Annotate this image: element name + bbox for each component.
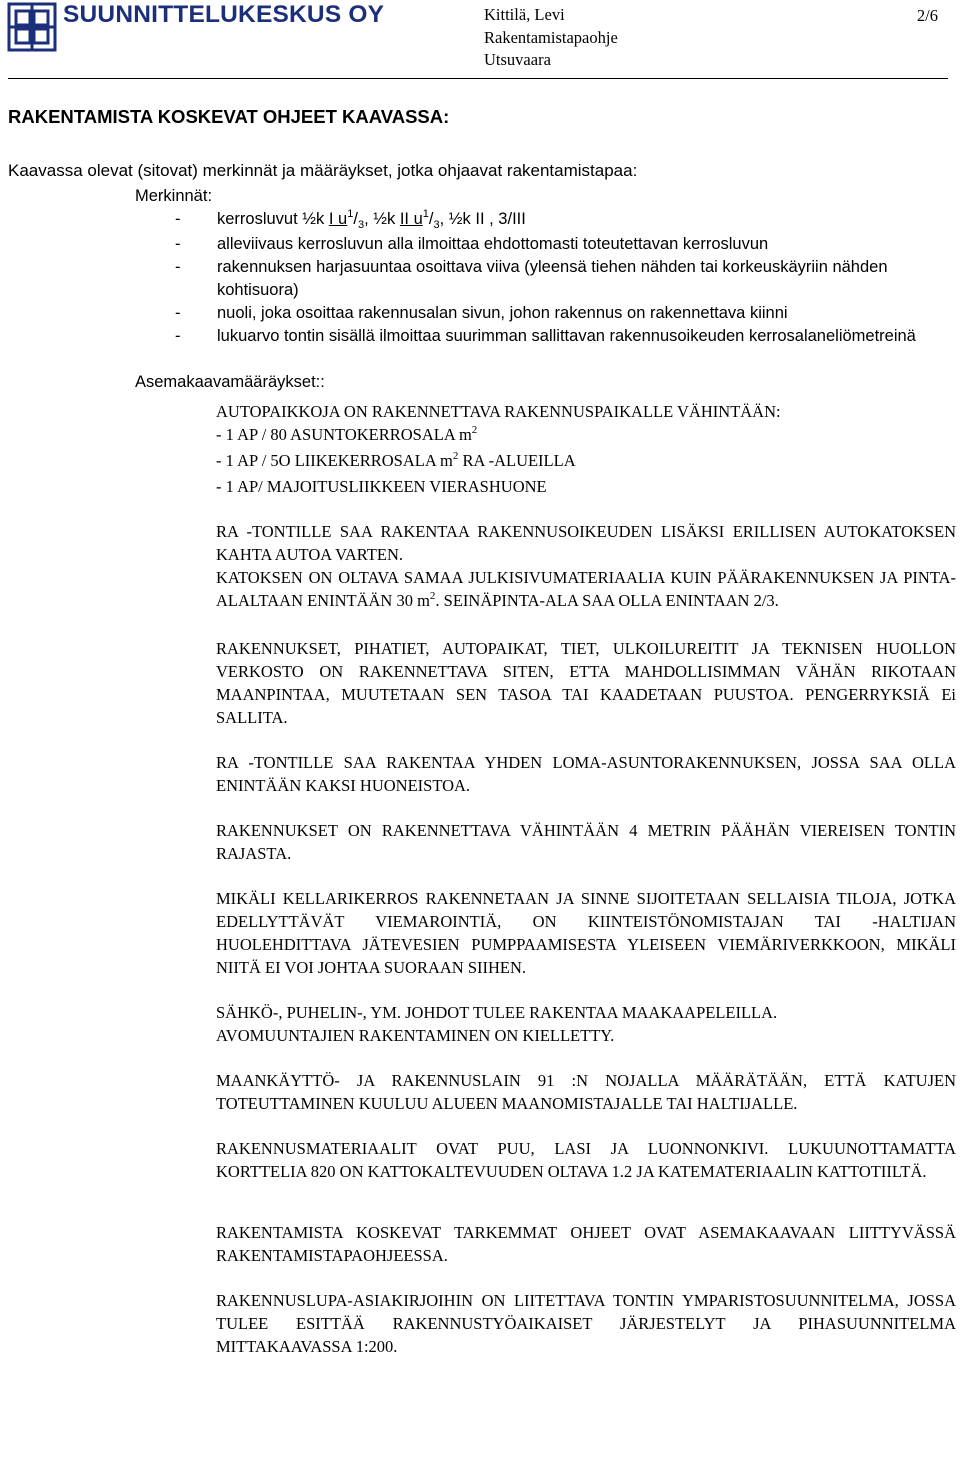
- list-item: - kerrosluvut ½k I $u^1/_3$, ½k II $u^1/_3$, ½k II , 3/III: [175, 208, 526, 231]
- tarkemmat-block: [216, 1221, 956, 1267]
- rakennuslupa-block: [216, 1289, 956, 1358]
- company-name: SUUNNITTELUKESKUS OY: [63, 0, 385, 28]
- list-item: - lukuarvo tontin sisällä ilmoittaa suurimman sallittavan rakennusoikeuden kerrosalaneliömetreinä: [175, 327, 916, 345]
- rakennukset-block: [216, 637, 956, 729]
- paragraph: RA -TONTILLE SAA RAKENTAA YHDEN LOMA-ASUNTORAKENNUKSEN, JOSSA SAA OLLA ENINTÄÄN KAKSI HUONEISTOA.: [216, 753, 956, 795]
- page-number: 2/6: [916, 6, 938, 25]
- list-item: - rakennuksen harjasuuntaa osoittava viiva (yleensä tiehen nähden tai korkeuskäyriin nähden kohtisuora): [175, 258, 888, 299]
- autopaikat-block: [216, 400, 956, 498]
- autopaikat-line: - 1 AP / 80 ASUNTOKERROSALA $m^2$: [216, 424, 478, 444]
- company-logo: [7, 2, 384, 52]
- paragraph: RAKENNUSLUPA-ASIAKIRJOIHIN ON LIITETTAVA TONTIN YMPARISTOSUUNNITELMA, JOSSA TULEE ESITTÄÄ RAKENNUSTYÖAIKAISET JÄRJESTELYT JA PIHASUUNNITELMA MITTAKAAVASSA 1:200.: [216, 1291, 956, 1356]
- paragraph: MIKÄLI KELLARIKERROS RAKENNETAAN JA SINNE SIJOITETAAN SELLAISIA TILOJA, JOTKA EDELLYTTÄVÄT VIEMAROINTIÄ, ON KIINTEISTÖNOMISTAJAN TAI -HALTIJAN HUOLEHDITTAVA JÄTEVESIEN PUMPPAAMISESTA YLEISEEN VIEMÄRIVERKKOON, MIKÄLI NIITÄ EI VOI JOHTAA SUORAAN SIIHEN.: [216, 889, 956, 977]
- paragraph: MAANKÄYTTÖ- JA RAKENNUSLAIN 91 :N NOJALLA MÄÄRÄTÄÄN, ETTÄ KATUJEN TOTEUTTAMINEN KUULUU ALUEEN MAANOMISTAJALLE TAI HALTIJALLE.: [216, 1071, 956, 1113]
- document-body: [8, 105, 956, 1358]
- doc-type: Rakentamistapaohje: [484, 27, 618, 47]
- merkinnat-label: Merkinnät:: [135, 187, 213, 205]
- kellari-block: [216, 887, 956, 979]
- location: Kittilä, Levi: [484, 5, 565, 24]
- autopaikat-line: - 1 AP / 5O LIIKEKERROSALA $m^2$ RA -ALUEILLA: [216, 450, 576, 470]
- autopaikat-line: - 1 AP/ MAJOITUSLIIKKEEN VIERASHUONE: [216, 477, 547, 496]
- intro-text: Kaavassa olevat (sitovat) merkinnät ja määräykset, jotka ohjaavat rakentamistapaa:: [8, 161, 638, 180]
- katos-block: [216, 520, 956, 615]
- katos-paragraph: KATOKSEN ON OLTAVA SAMAA JULKISIVUMATERIAALIA KUIN PÄÄRAKENNUKSEN JA PINTA-ALALTAAN ENINTÄÄN 30 $m^2$. SEINÄPINTA-ALA SAA OLLA ENINTAAN 2/3.: [216, 568, 956, 610]
- paragraph: SÄHKÖ-, PUHELIN-, YM. JOHDOT TULEE RAKENTAA MAAKAAPELEILLA.: [216, 1003, 778, 1022]
- list-item: - nuoli, joka osoittaa rakennusalan sivun, johon rakennus on rakennettava kiinni: [175, 304, 788, 322]
- maankaytto-block: [216, 1069, 956, 1115]
- sahko-block: [216, 1001, 956, 1047]
- paragraph: AVOMUUNTAJIEN RAKENTAMINEN ON KIELLETTY.: [216, 1026, 615, 1045]
- autopaikat-line: AUTOPAIKKOJA ON RAKENNETTAVA RAKENNUSPAIKALLE VÄHINTÄÄN:: [216, 402, 781, 421]
- loma-block: [216, 751, 956, 797]
- area-name: Utsuvaara: [484, 50, 551, 69]
- paragraph: RAKENNUKSET, PIHATIET, AUTOPAIKAT, TIET, ULKOILUREITIT JA TEKNISEN HUOLLON VERKOSTO ON RAKENNETTAVA SITEN, ETTA MAHDOLLISIMMAN VÄHÄN RIKOTAAN MAANPINTAA, MUUTETAAN SEN TASOA TAI KAADETAAN PUUSTOA. PENGERRYKSIÄ Ei SALLITA.: [216, 639, 956, 727]
- paragraph: RAKENTAMISTA KOSKEVAT TARKEMMAT OHJEET OVAT ASEMAKAAVAAN LIITTYVÄSSÄ RAKENTAMISTAPAOHJEESSA.: [216, 1223, 956, 1265]
- merkinnat-list: [8, 208, 956, 348]
- page-title: RAKENTAMISTA KOSKEVAT OHJEET KAAVASSA:: [8, 106, 450, 127]
- katos-paragraph: RA -TONTILLE SAA RAKENTAA RAKENNUSOIKEUDEN LISÄKSI ERILLISEN AUTOKATOKSEN KAHTA AUTOA VARTEN.: [216, 522, 956, 564]
- paragraph: RAKENNUSMATERIAALIT OVAT PUU, LASI JA LUONNONKIVI. LUKUUNOTTAMATTA KORTTELIA 820 ON KATTOKALTEVUUDEN OLTAVA 1.2 JA KATEMATERIAALIN KATTOTIILTÄ.: [216, 1139, 956, 1181]
- materiaalit-block: [216, 1137, 956, 1183]
- page-header: [0, 0, 960, 69]
- list-item: - alleviivaus kerrosluvun alla ilmoittaa ehdottomasti toteutettavan kerrosluvun: [175, 235, 769, 253]
- header-info: [484, 4, 618, 72]
- maaraykset-label: Asemakaavamääräykset::: [135, 373, 325, 391]
- header-divider: [8, 78, 948, 79]
- paragraph: RAKENNUKSET ON RAKENNETTAVA VÄHINTÄÄN 4 METRIN PÄÄHÄN VIEREISEN TONTIN RAJASTA.: [216, 821, 956, 863]
- logo-icon: [7, 2, 57, 52]
- etaisyys-block: [216, 819, 956, 865]
